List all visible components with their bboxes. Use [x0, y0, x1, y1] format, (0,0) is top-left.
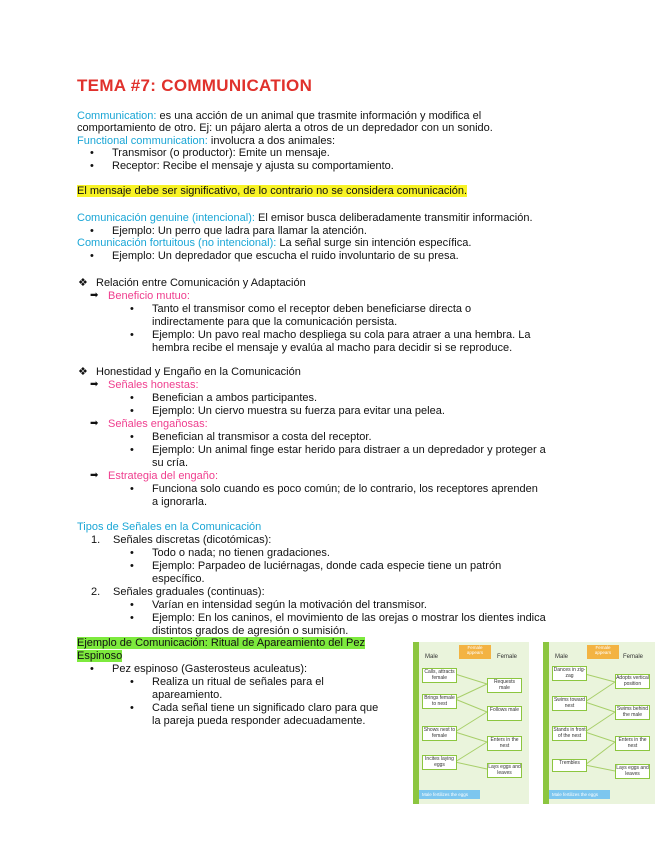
female-step: Follows male — [487, 706, 522, 721]
male-label: Male — [555, 654, 569, 660]
adaptation-sub: Beneficio mutuo: — [108, 290, 190, 302]
list-item: Cada señal tiene un significado claro para que — [152, 702, 379, 714]
list-item: Funciona solo cuando es poco común; de lo contrario, los receptores aprenden — [152, 483, 538, 495]
list-item: Benefician al transmisor a costa del receptor. — [152, 431, 372, 443]
genuine-definition — [77, 212, 533, 224]
male-step: Shows nest to female — [423, 727, 456, 739]
deceptive-sub: Señales engañosas: — [108, 418, 208, 430]
list-item-cont: específico. — [152, 573, 205, 585]
bullet-icon: • — [130, 599, 134, 611]
honesty-heading: Honestidad y Engaño en la Comunicación — [96, 366, 301, 378]
male-label: Male — [425, 654, 439, 660]
arrow-bullet-icon: ➡ — [90, 379, 99, 390]
list-number: 2. — [91, 586, 101, 598]
male-step: Swims toward nest — [553, 697, 586, 709]
list-item: Varían en intensidad según la motivación del transmisor. — [152, 599, 427, 611]
page-title: TEMA #7: COMMUNICATION — [77, 76, 313, 95]
female-appears: Female appears — [587, 645, 619, 659]
arrow-bullet-icon: ➡ — [90, 290, 99, 301]
bullet-icon: • — [130, 612, 134, 624]
list-item: Todo o nada; no tienen gradaciones. — [152, 547, 330, 559]
discrete-heading: Señales discretas (dicotómicas): — [113, 534, 272, 546]
bullet-icon: • — [130, 483, 134, 495]
bullet-icon: • — [90, 250, 94, 262]
communication-term: Communication: — [77, 110, 157, 122]
male-step: Brings female to nest — [422, 694, 457, 709]
female-step: Adopts vertical position — [616, 675, 649, 687]
bullet-icon: • — [90, 225, 94, 237]
bullet-icon: • — [130, 303, 134, 315]
list-item: Ejemplo: Un perro que ladra para llamar la atención. — [112, 225, 367, 237]
list-item: Ejemplo: Un pavo real macho despliega su cola para atraer a una hembra. La — [152, 329, 531, 341]
list-item: Tanto el transmisor como el receptor deben beneficiarse directa o — [152, 303, 472, 315]
list-item: Benefician a ambos participantes. — [152, 392, 318, 404]
functional-def: involucra a dos animales: — [207, 135, 336, 147]
female-label: Female — [497, 654, 518, 660]
bullet-icon: • — [130, 392, 134, 404]
female-step: Swims behind the male — [616, 706, 649, 718]
list-item-cont: hembra recibe el mensaje y evalúa al macho para decidir si se reproduce. — [152, 342, 513, 354]
female-step: Lays eggs and leaves — [616, 765, 649, 777]
ritual-heading-1: Ejemplo de Comunicación: Ritual de Apareamiento del Pez — [77, 637, 365, 649]
list-item-cont: a ignorarla. — [152, 496, 208, 508]
list-item: Ejemplo: Un ciervo muestra su fuerza para evitar una pelea. — [152, 405, 445, 417]
bullet-icon: • — [130, 444, 134, 456]
fortuitous-definition — [77, 237, 471, 249]
bullet-icon: • — [130, 702, 134, 714]
ritual-heading-2: Espinoso — [77, 650, 123, 662]
bullet-icon: • — [90, 663, 94, 675]
communication-definition — [77, 110, 481, 122]
diamond-bullet-icon: ❖ — [78, 277, 88, 289]
diagram-arrows — [419, 642, 529, 804]
communication-def-1: es una acción de un animal que trasmite información y modifica el — [156, 110, 482, 122]
diagram-footer: Male fertilizes the eggs — [419, 790, 480, 799]
list-number: 1. — [91, 534, 101, 546]
list-item-cont: distintos grados de agresión o sumisión. — [152, 625, 349, 637]
bullet-icon: • — [90, 160, 94, 172]
ritual-heading-line-2 — [77, 650, 122, 662]
female-step: Lays eggs and leaves — [488, 764, 521, 776]
arrow-bullet-icon: ➡ — [90, 470, 99, 481]
bullet-icon: • — [130, 676, 134, 688]
list-item: Transmisor (o productor): Emite un mensaje. — [112, 147, 330, 159]
bullet-icon: • — [90, 147, 94, 159]
female-step: Enters in the nest — [615, 736, 650, 751]
list-item: Receptor: Recibe el mensaje y ajusta su comportamiento. — [112, 160, 394, 172]
species-line: Pez espinoso (Gasterosteus aculeatus): — [112, 663, 308, 675]
bullet-icon: • — [130, 405, 134, 417]
adaptation-heading: Relación entre Comunicación y Adaptación — [96, 277, 306, 289]
list-item-cont: apareamiento. — [152, 689, 223, 701]
mating-diagram-right — [543, 642, 655, 804]
diagram-footer: Male fertilizes the eggs — [549, 790, 610, 799]
male-step: Incites laying eggs — [422, 755, 457, 770]
bullet-icon: • — [130, 547, 134, 559]
fortuitous-def: La señal surge sin intención específica. — [276, 237, 472, 249]
list-item: Ejemplo: En los caninos, el movimiento de las orejas o mostrar los dientes indica — [152, 612, 546, 624]
male-step: Trembles — [552, 759, 587, 772]
list-item: Ejemplo: Parpadeo de luciérnagas, donde cada especie tiene un patrón — [152, 560, 502, 572]
male-step: Calls, attracts female — [422, 668, 457, 683]
list-item: Realiza un ritual de señales para el — [152, 676, 324, 688]
highlight-statement — [77, 185, 467, 197]
bullet-icon: • — [130, 560, 134, 572]
highlight-text: El mensaje debe ser significativo, de lo contrario no se considera comunicación. — [77, 185, 468, 197]
honest-sub: Señales honestas: — [108, 379, 199, 391]
female-step: Enters in the nest — [487, 736, 522, 751]
bullet-icon: • — [130, 329, 134, 341]
functional-term: Functional communication: — [77, 135, 208, 147]
female-label: Female — [623, 654, 644, 660]
arrow-bullet-icon: ➡ — [90, 418, 99, 429]
strategy-sub: Estrategia del engaño: — [108, 470, 219, 482]
types-heading: Tipos de Señales en la Comunicación — [77, 521, 262, 533]
male-step: Dances in zig-zag — [553, 667, 586, 679]
diamond-bullet-icon: ❖ — [78, 366, 88, 378]
genuine-term: Comunicación genuine (intencional): — [77, 212, 255, 224]
genuine-def: El emisor busca deliberadamente transmitir información. — [254, 212, 533, 224]
female-step: Requests male — [487, 678, 522, 693]
bullet-icon: • — [130, 431, 134, 443]
fortuitous-term: Comunicación fortuitous (no intencional): — [77, 237, 277, 249]
list-item-cont: indirectamente para que la comunicación persista. — [152, 316, 398, 328]
ritual-heading — [77, 637, 365, 649]
mating-diagram-left — [413, 642, 529, 804]
male-step: Stands in front of the nest — [553, 727, 586, 739]
list-item-cont: la pareja pueda responder adecuadamente. — [152, 715, 366, 727]
list-item: Ejemplo: Un animal finge estar herido para distraer a un depredador y proteger a — [152, 444, 546, 456]
graded-heading: Señales graduales (continuas): — [113, 586, 265, 598]
female-appears: Female appears — [459, 645, 491, 659]
list-item-cont: su cría. — [152, 457, 189, 469]
communication-def-2: comportamiento de otro. Ej: un pájaro alerta a otros de un depredador con un sonido. — [77, 122, 493, 134]
functional-definition — [77, 135, 335, 147]
list-item: Ejemplo: Un depredador que escucha el ruido involuntario de su presa. — [112, 250, 459, 262]
